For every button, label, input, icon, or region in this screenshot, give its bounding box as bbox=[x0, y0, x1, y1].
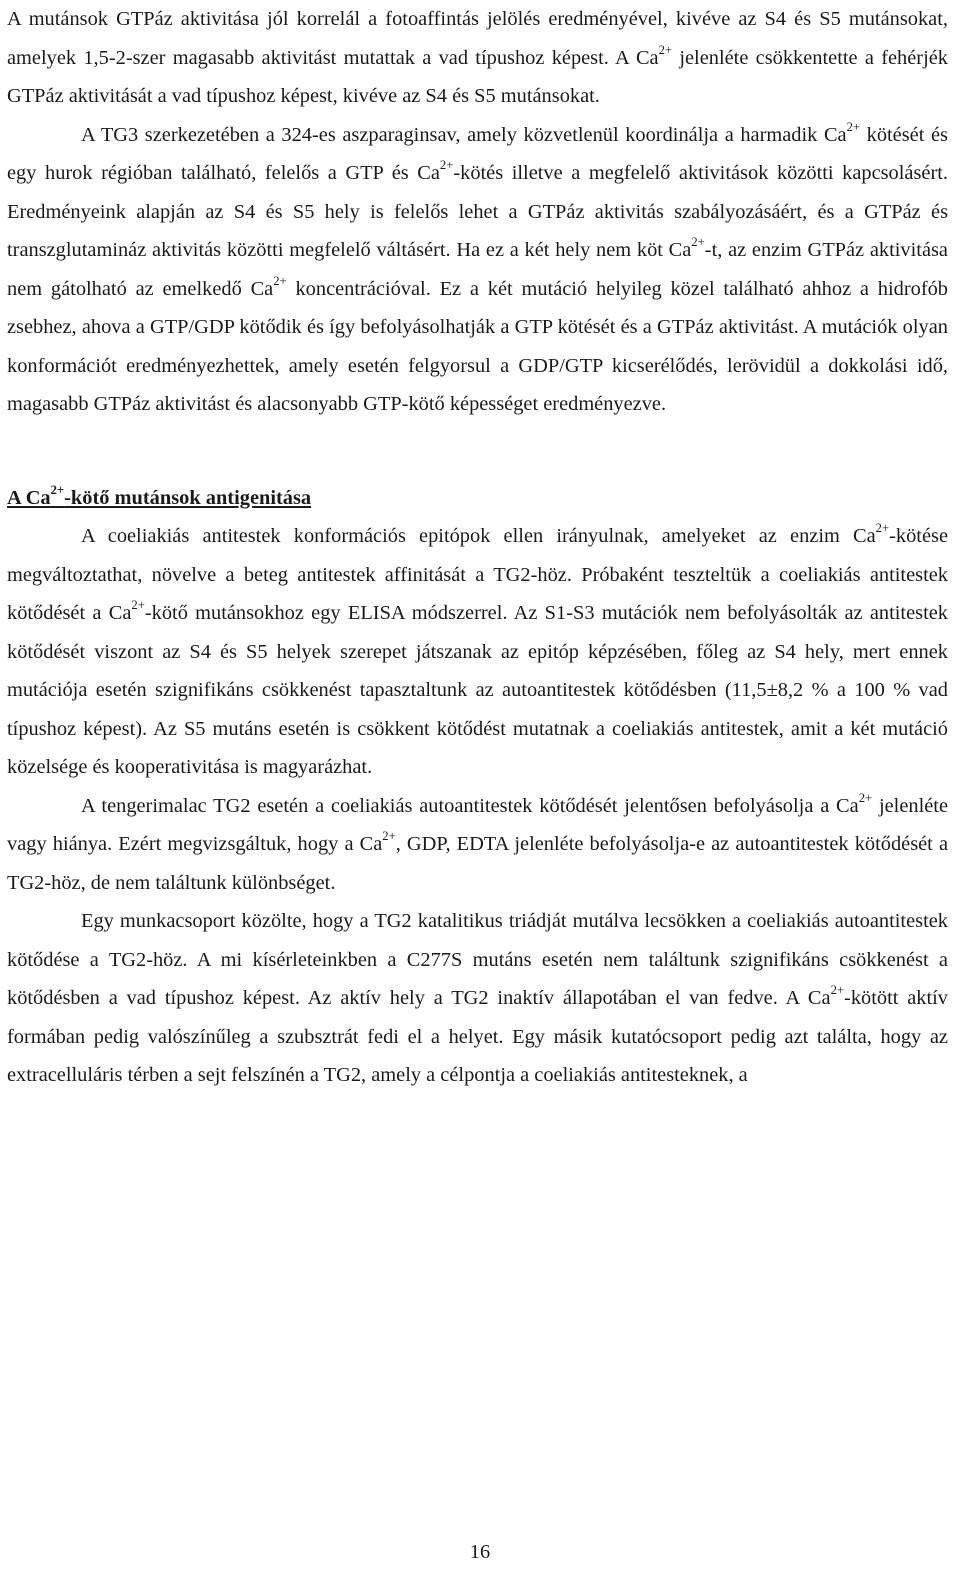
paragraph-4: A tengerimalac TG2 esetén a coeliakiás autoantitestek kötődését jelentősen befolyásolja a $Ca^{2+}$ jelenléte vagy hiánya. Ezért megvizsgáltuk, hogy a $Ca^{2+}$, GDP, EDTA jelenléte befolyásolja-e az autoantitestek kötődését a TG2-höz, de nem találtunk különbséget. bbox=[7, 790, 949, 894]
paragraph-5: Egy munkacsoport közölte, hogy a TG2 katalitikus triádját mutálva lecsökken a coeliakiás autoantitestek kötődése a TG2-höz. A mi kísérleteinkben a C277S mutáns esetén nem találtunk szignifikáns csökkenést a kötődésben a vad típushoz képest. Az aktív hely a TG2 inaktív állapotában el van fedve. A $Ca^{2+}$-kötött aktív formában pedig valószínűleg a szubsztrát fedi el a helyet. Egy másik kutatócsoport pedig azt találta, hogy az extracelluláris térben a sejt felszínén a TG2, amely a célpontja a coeliakiás antitesteknek, a bbox=[7, 910, 948, 1086]
document-page bbox=[7, 0, 948, 1095]
paragraph-3: A coeliakiás antitestek konformációs epitópok ellen irányulnak, amelyeket az enzim $Ca^{2+}$-kötése megváltoztathat, növelve a beteg antitestek affinitását a TG2-höz. Próbaként teszteltük a coeliakiás antitestek kötődését a $Ca^{2+}$-kötő mutánsokhoz egy ELISA módszerrel. Az S1-S3 mutációk nem befolyásolták az antitestek kötődését viszont az S4 és S5 helyek szerepet játszanak az epitóp képzésében, főleg az S4 hely, mert ennek mutációja esetén szignifikáns csökkenést tapasztaltunk az autoantitestek kötődésben (11,5±8,2 % a 100 % vad típushoz képest). Az S5 mutáns esetén is csökkent kötődést mutatnak a coeliakiás antitestek, amit a két mutáció közelsége és kooperativitása is magyarázhat. bbox=[7, 521, 948, 778]
page-number: 16 bbox=[469, 1541, 491, 1563]
paragraph-1: A mutánsok GTPáz aktivitása jól korrelál a fotoaffintás jelölés eredményével, kivéve az S4 és S5 mutánsokat, amelyek 1,5-2-szer magasabb aktivitást mutattak a vad típushoz képest. A $Ca^{2+}$ jelenléte csökkentette a fehérjék GTPáz aktivitását a vad típushoz képest, kivéve az S4 és S5 mutánsokat. bbox=[7, 8, 948, 107]
section-heading: A $Ca^{2+}$-kötő mutánsok antigenitása bbox=[7, 482, 312, 509]
paragraph-2: A TG3 szerkezetében a 324-es aszparaginsav, amely közvetlenül koordinálja a harmadik $Ca^{2+}$ kötését és egy hurok régióban található, felelős a GTP és $Ca^{2+}$-kötés illetve a megfelelő aktivitások közötti kapcsolásért. Eredményeink alapján az S4 és S5 hely is felelős lehet a GTPáz aktivitás szabályozásáért, és a GTPáz és transzglutamináz aktivitás közötti megfelelő váltásért. Ha ez a két hely nem köt $Ca^{2+}-t$, az enzim GTPáz aktivitása nem gátolható az emelkedő $Ca^{2+}$ koncentrációval. Ez a két mutáció helyileg közel található ahhoz a hidrofób zsebhez, ahova a GTP/GDP kötődik és így befolyásolhatják a GTP kötését és a GTPáz aktivitást. A mutációk olyan konformációt eredményezhettek, amely esetén felgyorsul a GDP/GTP kicserélődés, lerövidül a dokkolási idő, magasabb GTPáz aktivitást és alacsonyabb GTP-kötő képességet eredményezve. bbox=[7, 119, 949, 415]
